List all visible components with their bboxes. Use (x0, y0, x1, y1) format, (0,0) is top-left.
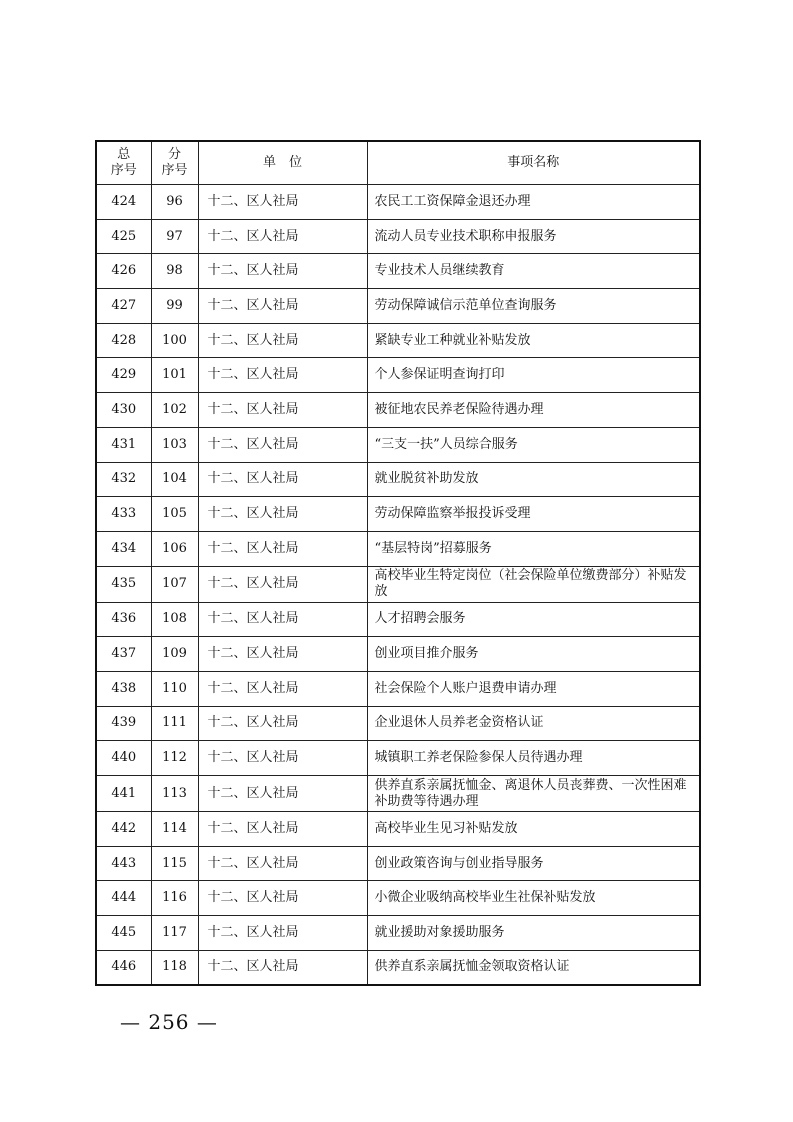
item-name-cell: 供养直系亲属抚恤金、离退休人员丧葬费、一次性困难补助费等待遇办理 (367, 776, 700, 812)
unit-cell: 十二、区人社局 (198, 950, 367, 985)
total-serial-cell: 434 (96, 531, 151, 566)
sub-serial-cell: 111 (151, 706, 198, 741)
total-serial-cell: 431 (96, 427, 151, 462)
unit-cell: 十二、区人社局 (198, 776, 367, 812)
item-name-cell: 农民工工资保障金退还办理 (367, 185, 700, 220)
unit-cell: 十二、区人社局 (198, 289, 367, 324)
table-row (96, 776, 700, 812)
unit-cell: 十二、区人社局 (198, 881, 367, 916)
page-number: — 256 — (120, 1010, 218, 1034)
sub-serial-cell: 101 (151, 358, 198, 393)
sub-serial-cell: 112 (151, 741, 198, 776)
sub-serial-cell: 110 (151, 671, 198, 706)
table-row (96, 462, 700, 497)
sub-serial-cell: 103 (151, 427, 198, 462)
total-serial-cell: 442 (96, 812, 151, 847)
item-name-cell: 高校毕业生特定岗位（社会保险单位缴费部分）补贴发放 (367, 566, 700, 602)
table-row (96, 185, 700, 220)
item-name-cell: 人才招聘会服务 (367, 602, 700, 637)
header-total-serial (96, 141, 151, 185)
sub-serial-cell: 116 (151, 881, 198, 916)
item-name-cell: 被征地农民养老保险待遇办理 (367, 393, 700, 428)
sub-serial-cell: 99 (151, 289, 198, 324)
table-row (96, 531, 700, 566)
total-serial-cell: 445 (96, 916, 151, 951)
table-row (96, 671, 700, 706)
total-serial-cell: 427 (96, 289, 151, 324)
unit-cell: 十二、区人社局 (198, 393, 367, 428)
table-row (96, 881, 700, 916)
unit-cell: 十二、区人社局 (198, 812, 367, 847)
unit-cell: 十二、区人社局 (198, 497, 367, 532)
total-serial-cell: 440 (96, 741, 151, 776)
header-total-serial-line2: 序号 (110, 163, 137, 178)
sub-serial-cell: 117 (151, 916, 198, 951)
table-row (96, 741, 700, 776)
table-header (96, 141, 700, 185)
unit-cell: 十二、区人社局 (198, 427, 367, 462)
item-name-cell: 个人参保证明查询打印 (367, 358, 700, 393)
sub-serial-cell: 97 (151, 219, 198, 254)
total-serial-cell: 446 (96, 950, 151, 985)
total-serial-cell: 443 (96, 846, 151, 881)
unit-cell: 十二、区人社局 (198, 671, 367, 706)
unit-cell: 十二、区人社局 (198, 185, 367, 220)
item-name-cell: 劳动保障诚信示范单位查询服务 (367, 289, 700, 324)
sub-serial-cell: 102 (151, 393, 198, 428)
table-row (96, 566, 700, 602)
table-row (96, 950, 700, 985)
sub-serial-cell: 114 (151, 812, 198, 847)
total-serial-cell: 444 (96, 881, 151, 916)
table-row (96, 916, 700, 951)
total-serial-cell: 435 (96, 566, 151, 602)
total-serial-cell: 428 (96, 323, 151, 358)
item-name-cell: 就业援助对象援助服务 (367, 916, 700, 951)
unit-cell: 十二、区人社局 (198, 462, 367, 497)
total-serial-cell: 432 (96, 462, 151, 497)
unit-cell: 十二、区人社局 (198, 323, 367, 358)
total-serial-cell: 429 (96, 358, 151, 393)
header-sub-serial-line2: 序号 (161, 163, 188, 178)
sub-serial-cell: 115 (151, 846, 198, 881)
total-serial-cell: 433 (96, 497, 151, 532)
table-body (96, 185, 700, 985)
table-row (96, 427, 700, 462)
header-item-name: 事项名称 (367, 141, 700, 185)
table-row (96, 497, 700, 532)
total-serial-cell: 430 (96, 393, 151, 428)
header-total-serial-line1: 总 (117, 147, 131, 162)
total-serial-cell: 425 (96, 219, 151, 254)
item-name-cell: “三支一扶”人员综合服务 (367, 427, 700, 462)
sub-serial-cell: 107 (151, 566, 198, 602)
sub-serial-cell: 118 (151, 950, 198, 985)
table-row (96, 812, 700, 847)
item-name-cell: “基层特岗”招募服务 (367, 531, 700, 566)
table-row (96, 706, 700, 741)
item-name-cell: 就业脱贫补助发放 (367, 462, 700, 497)
sub-serial-cell: 113 (151, 776, 198, 812)
unit-cell: 十二、区人社局 (198, 358, 367, 393)
item-name-cell: 流动人员专业技术职称申报服务 (367, 219, 700, 254)
item-name-cell: 企业退休人员养老金资格认证 (367, 706, 700, 741)
item-name-cell: 供养直系亲属抚恤金领取资格认证 (367, 950, 700, 985)
sub-serial-cell: 96 (151, 185, 198, 220)
header-unit: 单 位 (198, 141, 367, 185)
unit-cell: 十二、区人社局 (198, 254, 367, 289)
item-name-cell: 紧缺专业工种就业补贴发放 (367, 323, 700, 358)
total-serial-cell: 424 (96, 185, 151, 220)
unit-cell: 十二、区人社局 (198, 531, 367, 566)
sub-serial-cell: 100 (151, 323, 198, 358)
unit-cell: 十二、区人社局 (198, 602, 367, 637)
item-name-cell: 专业技术人员继续教育 (367, 254, 700, 289)
table-row (96, 219, 700, 254)
unit-cell: 十二、区人社局 (198, 846, 367, 881)
unit-cell: 十二、区人社局 (198, 219, 367, 254)
table-row (96, 254, 700, 289)
item-name-cell: 劳动保障监察举报投诉受理 (367, 497, 700, 532)
sub-serial-cell: 104 (151, 462, 198, 497)
sub-serial-cell: 105 (151, 497, 198, 532)
sub-serial-cell: 98 (151, 254, 198, 289)
total-serial-cell: 439 (96, 706, 151, 741)
unit-cell: 十二、区人社局 (198, 566, 367, 602)
header-sub-serial (151, 141, 198, 185)
total-serial-cell: 426 (96, 254, 151, 289)
total-serial-cell: 436 (96, 602, 151, 637)
table-row (96, 358, 700, 393)
table-row (96, 637, 700, 672)
table-row (96, 289, 700, 324)
item-name-cell: 城镇职工养老保险参保人员待遇办理 (367, 741, 700, 776)
unit-cell: 十二、区人社局 (198, 741, 367, 776)
sub-serial-cell: 108 (151, 602, 198, 637)
table-row (96, 846, 700, 881)
table-row (96, 323, 700, 358)
header-row (96, 141, 700, 185)
table-row (96, 393, 700, 428)
item-name-cell: 创业项目推介服务 (367, 637, 700, 672)
item-name-cell: 创业政策咨询与创业指导服务 (367, 846, 700, 881)
total-serial-cell: 441 (96, 776, 151, 812)
table-row (96, 602, 700, 637)
total-serial-cell: 438 (96, 671, 151, 706)
item-name-cell: 社会保险个人账户退费申请办理 (367, 671, 700, 706)
unit-cell: 十二、区人社局 (198, 637, 367, 672)
service-items-table (95, 140, 701, 986)
item-name-cell: 小微企业吸纳高校毕业生社保补贴发放 (367, 881, 700, 916)
sub-serial-cell: 106 (151, 531, 198, 566)
sub-serial-cell: 109 (151, 637, 198, 672)
total-serial-cell: 437 (96, 637, 151, 672)
item-name-cell: 高校毕业生见习补贴发放 (367, 812, 700, 847)
unit-cell: 十二、区人社局 (198, 916, 367, 951)
unit-cell: 十二、区人社局 (198, 706, 367, 741)
header-sub-serial-line1: 分 (167, 147, 181, 162)
